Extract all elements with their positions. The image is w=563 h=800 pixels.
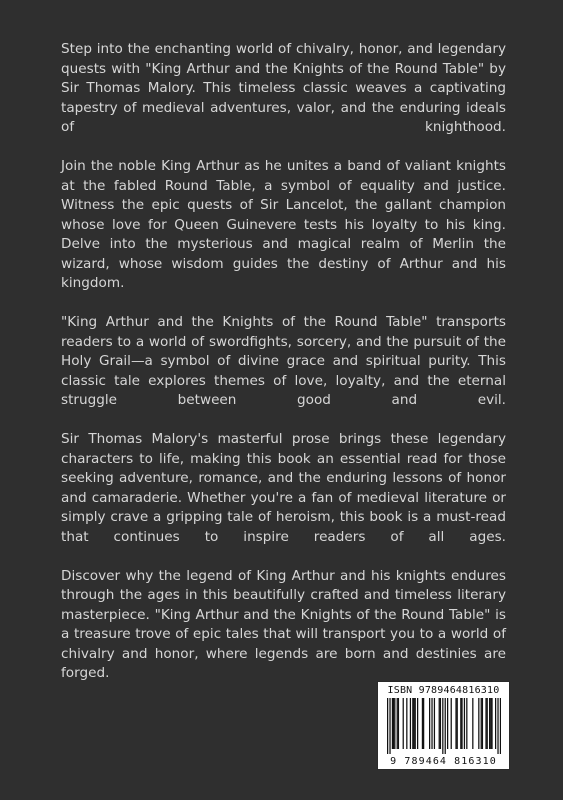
barcode-bar bbox=[490, 698, 491, 749]
barcode-bar bbox=[485, 698, 486, 749]
barcode-bar bbox=[389, 698, 390, 754]
barcode-bar bbox=[410, 698, 411, 749]
barcode-bar bbox=[439, 698, 440, 749]
blurb-paragraph-4: Sir Thomas Malory's masterful prose brings these legendary characters to life, making this book an essential read for those seeking adventure, romance, and the enduring lessons of honor and camaraderie. Whether you're a fan of medieval literature or simply crave a gripping tale of heroism, this book is a must-read that continues to inspire readers of all ages. bbox=[61, 431, 506, 545]
barcode-bar bbox=[442, 698, 443, 754]
barcode-bar bbox=[394, 698, 395, 749]
barcode-bar bbox=[491, 698, 492, 749]
barcode-bar bbox=[434, 698, 435, 749]
barcode-bar bbox=[447, 698, 448, 749]
barcode-bar bbox=[392, 698, 393, 749]
barcode-bar bbox=[478, 698, 479, 749]
barcode-bar bbox=[403, 698, 404, 749]
barcode-bar bbox=[398, 698, 399, 749]
barcode-bar bbox=[464, 698, 465, 749]
barcode-bar bbox=[460, 698, 461, 749]
barcode-bar bbox=[415, 698, 416, 749]
barcode-bar bbox=[495, 698, 496, 749]
barcode-bar bbox=[412, 698, 413, 749]
barcode-bar bbox=[423, 698, 424, 749]
barcode-bar bbox=[393, 698, 394, 749]
barcode-bar bbox=[481, 698, 482, 749]
blurb-paragraph-1: Step into the enchanting world of chivalry, honor, and legendary quests with "King Arthur and the Knights of the Round Table" by Sir Thomas Malory. This timeless classic weaves a captivating tapestry of medieval adventures, valor, and the enduring ideals of knighthood. bbox=[61, 41, 506, 135]
barcode-bar bbox=[455, 698, 456, 749]
barcode-bar bbox=[387, 698, 388, 754]
blurb-paragraph-2: Join the noble King Arthur as he unites a band of valiant knights at the fabled Round Table, a symbol of equality and justice. Witness the epic quests of Sir Lancelot, the gallant champion whose love for Queen Guinevere tests his loyalty to his king. Delve into the mysterious and magical realm of Merlin the wizard, whose wisdom guides the destiny of Arthur and his kingdom. bbox=[61, 158, 506, 291]
barcode-bar bbox=[457, 698, 458, 749]
barcode-bar bbox=[466, 698, 467, 749]
isbn-barcode bbox=[377, 681, 510, 770]
barcode-bar bbox=[406, 698, 407, 749]
barcode-bar bbox=[497, 698, 498, 754]
barcode-bar bbox=[472, 698, 473, 749]
blurb-paragraph-3: "King Arthur and the Knights of the Round Table" transports readers to a world of swordfights, sorcery, and the pursuit of the Holy Grail—a symbol of divine grace and spiritual purity. This classic tale explores themes of love, loyalty, and the eternal struggle between good and evil. bbox=[61, 314, 506, 408]
barcode-bar bbox=[417, 698, 418, 749]
barcode-bar bbox=[451, 698, 452, 749]
isbn-digits: 9 789464 816310 bbox=[390, 756, 497, 767]
barcode-bar bbox=[445, 698, 446, 754]
barcode-bar bbox=[461, 698, 462, 749]
isbn-label: ISBN 9789464816310 bbox=[387, 685, 500, 696]
barcode-bar bbox=[429, 698, 430, 749]
barcode-bar bbox=[500, 698, 501, 754]
blurb-paragraph-5: Discover why the legend of King Arthur and his knights endures through the ages in this beautifully crafted and timeless literary masterpiece. "King Arthur and the Knights of the Round Table" is a treasure trove of epic tales that will transport you to a world of chivalry and honor, where legends are born and destinies are forged. bbox=[61, 567, 506, 681]
blurb-text bbox=[61, 40, 506, 684]
barcode-bar bbox=[440, 698, 441, 749]
barcode-bar bbox=[422, 698, 423, 749]
barcode-bar bbox=[489, 698, 490, 749]
barcode-bar bbox=[431, 698, 432, 749]
barcode-bars bbox=[387, 698, 501, 754]
barcode-bar bbox=[482, 698, 483, 749]
barcode-bar bbox=[487, 698, 488, 749]
barcode-bar bbox=[397, 698, 398, 749]
barcode-bar bbox=[413, 698, 414, 749]
